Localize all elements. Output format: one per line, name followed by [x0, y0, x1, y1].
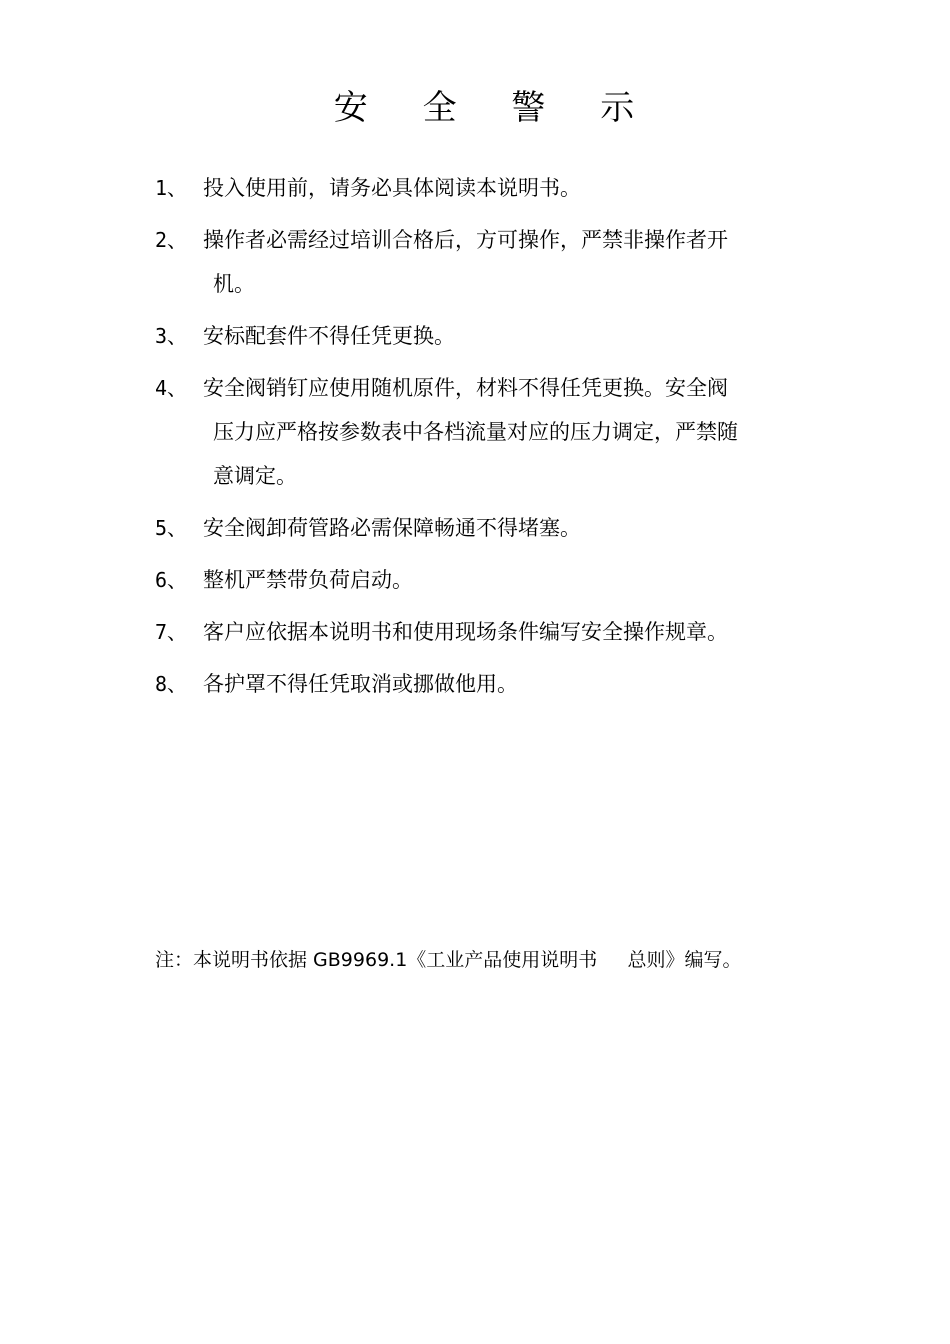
list-item: [155, 316, 815, 356]
item-text: 操作者必需经过培训合格后，方可操作，严禁非操作者开: [203, 228, 728, 252]
item-text-continuation: 意调定。: [213, 464, 297, 488]
item-text-continuation: 机。: [213, 272, 255, 296]
safety-warning-list: [155, 168, 815, 716]
list-item: [155, 220, 815, 304]
page-title: 安 全 警 示: [333, 88, 657, 128]
item-number: 1、: [155, 176, 188, 200]
item-number: 4、: [155, 376, 188, 400]
list-item: [155, 508, 815, 548]
item-number: 7、: [155, 620, 188, 644]
list-item: [155, 368, 815, 496]
list-item: [155, 664, 815, 704]
item-number: 8、: [155, 672, 188, 696]
list-item: [155, 560, 815, 600]
item-text: 投入使用前，请务必具体阅读本说明书。: [203, 176, 581, 200]
item-text: 安全阀卸荷管路必需保障畅通不得堵塞。: [203, 516, 581, 540]
item-number: 5、: [155, 516, 188, 540]
item-text-continuation: 压力应严格按参数表中各档流量对应的压力调定，严禁随: [213, 420, 738, 444]
item-text: 安标配套件不得任凭更换。: [203, 324, 455, 348]
list-item: [155, 612, 815, 652]
footnote: 注：本说明书依据 GB9969.1《工业产品使用说明书 总则》编写。: [155, 949, 742, 971]
item-text: 整机严禁带负荷启动。: [203, 568, 413, 592]
item-text: 客户应依据本说明书和使用现场条件编写安全操作规章。: [203, 620, 728, 644]
item-number: 2、: [155, 228, 188, 252]
item-number: 3、: [155, 324, 188, 348]
item-text: 各护罩不得任凭取消或挪做他用。: [203, 672, 518, 696]
item-number: 6、: [155, 568, 188, 592]
item-text: 安全阀销钉应使用随机原件，材料不得任凭更换。安全阀: [203, 376, 728, 400]
list-item: [155, 168, 815, 208]
